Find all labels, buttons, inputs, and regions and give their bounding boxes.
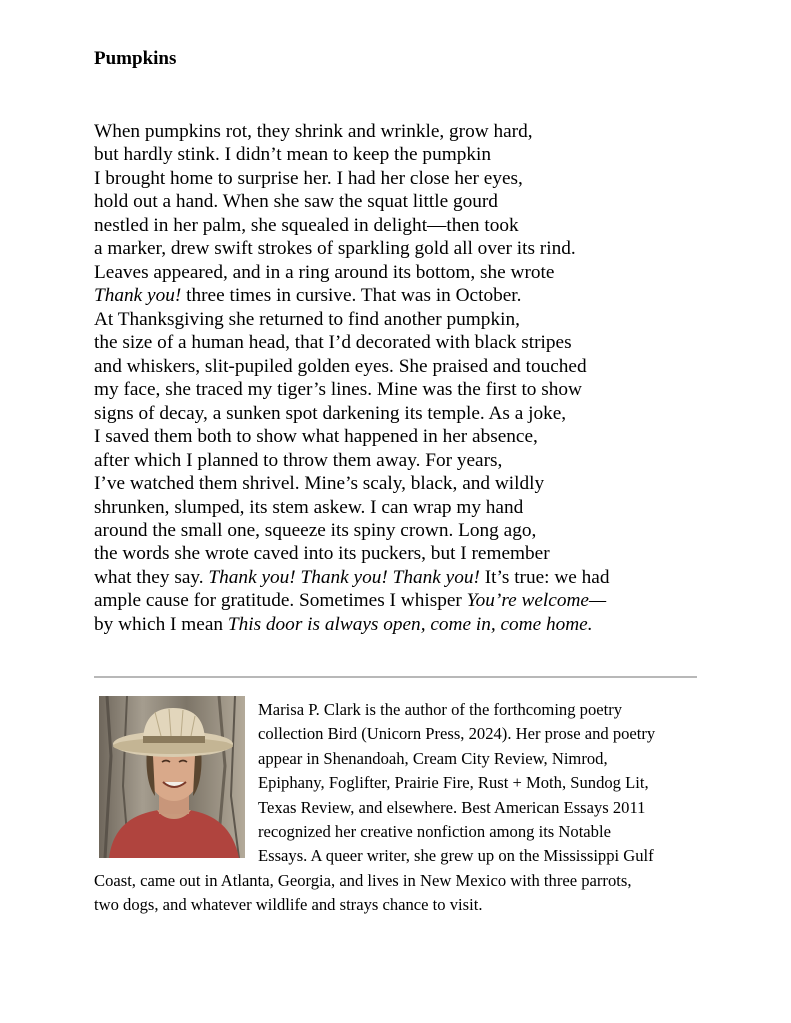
poem-text: and whiskers, slit-pupiled golden eyes. She praised and touched <box>94 355 587 377</box>
poem-text: shrunken, slumped, its stem askew. I can wrap my hand <box>94 496 524 518</box>
poem-line <box>94 519 734 542</box>
poem-text: around the small one, squeeze its spiny crown. Long ago, <box>94 519 537 541</box>
poem-italic-text: Thank you! <box>94 285 182 307</box>
poem-body <box>94 120 734 636</box>
poem-line <box>94 566 734 589</box>
author-bio <box>94 698 704 918</box>
poem-line <box>94 190 734 213</box>
bio-line: Marisa P. Clark is the author of the forthcoming poetry <box>258 700 623 719</box>
poem-text: the size of a human head, that I’d decorated with black stripes <box>94 332 572 354</box>
bio-line: collection Bird (Unicorn Press, 2024). Her prose and poetry <box>258 724 656 744</box>
poem-line <box>94 120 734 143</box>
bio-line: Epiphany, Foglifter, Prairie Fire, Rust + Moth, Sundog Lit, <box>258 773 649 793</box>
poem-line <box>94 261 734 284</box>
poem-text: nestled in her palm, she squealed in delight—then took <box>94 214 519 236</box>
poem-text: I’ve watched them shrivel. Mine’s scaly, black, and wildly <box>94 473 545 495</box>
poem-line <box>94 284 734 307</box>
poem-line <box>94 613 734 636</box>
poem-italic-text: This door is always open, come in, come home. <box>227 613 593 635</box>
poem-line <box>94 589 734 612</box>
poem-line <box>94 496 734 519</box>
poem-text: When pumpkins rot, they shrink and wrinkle, grow hard, <box>94 121 533 142</box>
poem-text: the words she wrote caved into its puckers, but I remember <box>94 543 550 565</box>
poem-text: after which I planned to throw them away. For years, <box>94 449 503 471</box>
poem-line <box>94 402 734 425</box>
poem-line <box>94 308 734 331</box>
poem-line <box>94 378 734 401</box>
poem-line <box>94 449 734 472</box>
poem-line <box>94 425 734 448</box>
poem-text: but hardly stink. I didn’t mean to keep the pumpkin <box>94 144 491 166</box>
bio-line: appear in Shenandoah, Cream City Review, Nimrod, <box>258 748 608 768</box>
poem-text: by which I mean <box>94 613 228 635</box>
bio-line: Essays. A queer writer, she grew up on the Mississippi Gulf <box>258 846 654 866</box>
poem-italic-text: Thank you! Thank you! Thank you! <box>208 566 480 588</box>
bio-line: Texas Review, and elsewhere. Best American Essays 2011 <box>258 797 646 817</box>
poem-line <box>94 355 734 378</box>
poem-text: Leaves appeared, and in a ring around its bottom, she wrote <box>94 261 555 283</box>
bio-line: recognized her creative nonfiction among its Notable <box>258 821 611 841</box>
poem-title: Pumpkins <box>94 48 177 69</box>
poem-text: what they say. <box>94 566 209 588</box>
section-divider <box>94 676 697 678</box>
poem-text: ample cause for gratitude. Sometimes I whisper <box>94 590 467 612</box>
poem-line <box>94 331 734 354</box>
poem-text: my face, she traced my tiger’s lines. Mine was the first to show <box>94 379 582 401</box>
poem-text: I saved them both to show what happened in her absence, <box>94 426 538 448</box>
bio-line: two dogs, and whatever wildlife and strays chance to visit. <box>94 895 483 915</box>
poem-italic-text: You’re welcome— <box>466 590 607 612</box>
poem-text: hold out a hand. When she saw the squat little gourd <box>94 191 498 213</box>
poem-line <box>94 542 734 565</box>
poem-text: signs of decay, a sunken spot darkening its temple. As a joke, <box>94 402 567 424</box>
poem-text: I brought home to surprise her. I had her close her eyes, <box>94 167 523 189</box>
poem-line <box>94 214 734 237</box>
poem-line <box>94 237 734 260</box>
poem-text: a marker, drew swift strokes of sparkling gold all over its rind. <box>94 238 576 260</box>
poem-text: three times in cursive. That was in October. <box>181 285 522 307</box>
bio-line: Coast, came out in Atlanta, Georgia, and lives in New Mexico with three parrots, <box>94 870 632 890</box>
poem-text: It’s true: we had <box>479 566 610 588</box>
poem-line <box>94 472 734 495</box>
poem-line <box>94 143 734 166</box>
poem-line <box>94 167 734 190</box>
poem-text: At Thanksgiving she returned to find another pumpkin, <box>94 308 520 330</box>
